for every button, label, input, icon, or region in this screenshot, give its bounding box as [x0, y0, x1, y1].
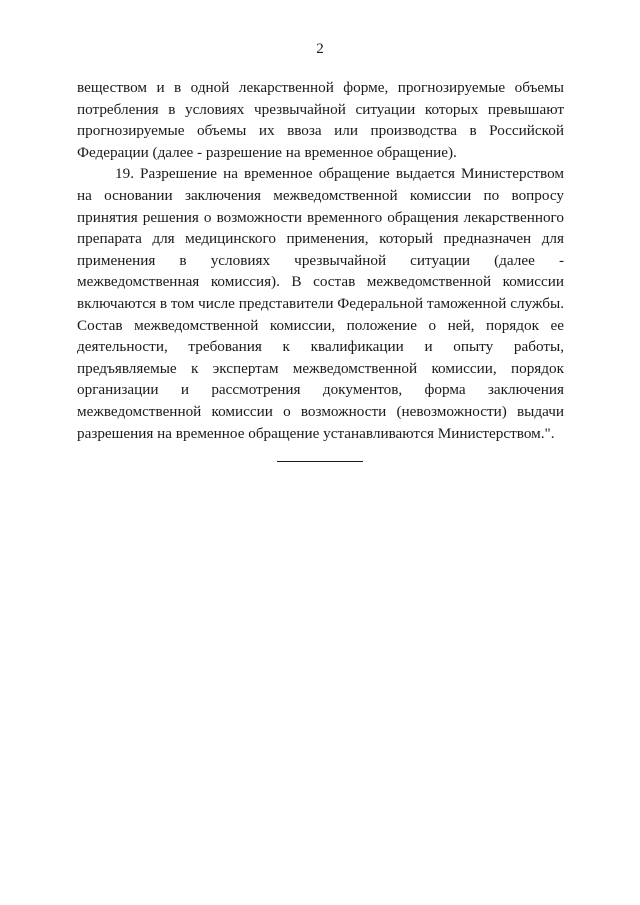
page-number: 2	[316, 41, 324, 57]
document-body	[77, 77, 564, 444]
end-divider	[277, 461, 363, 462]
paragraph-item-19: 19. Разрешение на временное обращение выдается Министерством на основании заключения межведомственной комиссии по вопросу принятия решения о возможности временного обращения лекарственного препарата для медицинского применения, который предназначен для применения в условиях чрезвычайной ситуации (далее - межведомственная комиссия). В состав межведомственной комиссии включаются в том числе представители Федеральной таможенной службы. Состав межведомственной комиссии, положение о ней, порядок ее деятельности, требования к квалификации и опыту работы, предъявляемые к экспертам межведомственной комиссии, порядок организации и рассмотрения документов, форма заключения межведомственной комиссии о возможности (невозможности) выдачи разрешения на временное обращение устанавливаются Министерством.".	[77, 165, 564, 442]
paragraph-continuation: веществом и в одной лекарственной форме, прогнозируемые объемы потребления в условиях чрезвычайной ситуации которых превышают прогнозируемые объемы их ввоза или производства в Российской Федерации (далее - разрешение на временное обращение).	[77, 79, 564, 161]
